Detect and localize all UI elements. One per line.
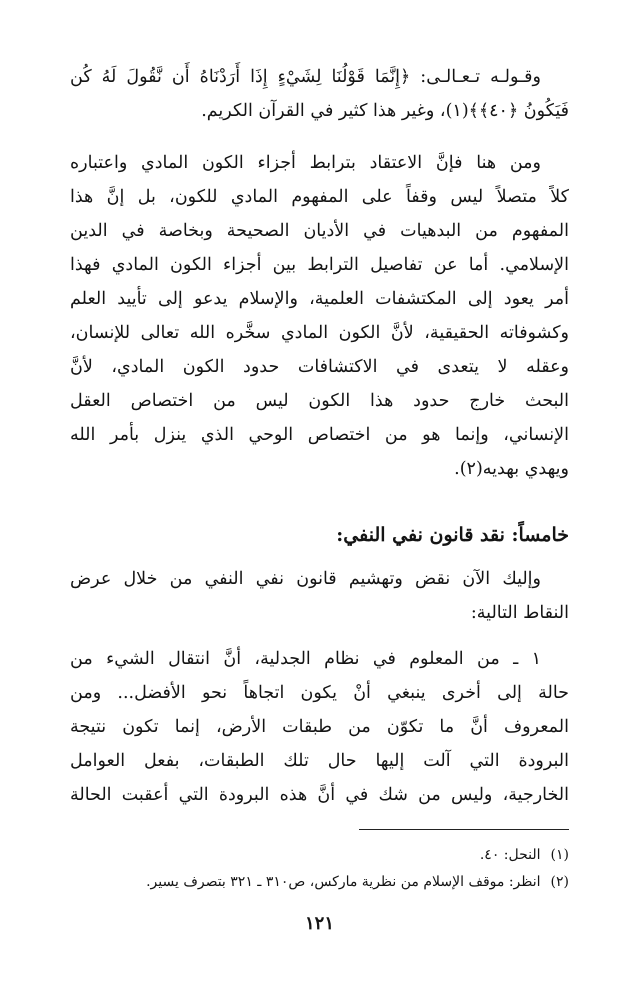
text-line: وقـولـه تـعـالـى: ﴿إِنَّمَا قَوْلُنَا لِشَيْءٍ إِذَا أَرَدْنَاهُ أَن نَّقُولَ لَهُ كُن	[70, 67, 541, 87]
text-line: الإنساني، وإنما هو من اختصاص الوحي الذي ينزل بأمر الله	[70, 425, 569, 445]
text-line: أمر يعود إلى المكتشفات العلمية، والإسلام يدعو إلى تأييد العلم	[70, 289, 569, 309]
footnote-separator	[359, 829, 569, 830]
footnote-text: النحل: ٤٠.	[479, 847, 541, 863]
quran-verse-paragraph	[70, 60, 569, 128]
text-line: ١ ـ من المعلوم في نظام الجدلية، أنَّ انتقال الشيء من	[70, 649, 541, 669]
body-paragraph	[70, 146, 569, 486]
intro-paragraph	[70, 562, 569, 630]
text-line: الخارجية، وليس من شك في أنَّ هذه البرودة التي أعقبت الحالة	[70, 785, 569, 805]
footnote-item	[70, 842, 569, 869]
text-line: النقاط التالية:	[470, 603, 569, 623]
text-line: البحث خارج حدود هذا الكون ليس من اختصاص العقل	[70, 391, 569, 411]
text-line: وكشوفاته الحقيقية، لأنَّ الكون المادي سخَّره الله تعالى للإنسان،	[70, 323, 569, 343]
page-number: ١٢١	[304, 913, 334, 934]
text-line: فَيَكُونُ ﴿٤٠﴾﴾(١)، وغير هذا كثير في القرآن الكريم.	[201, 101, 569, 121]
footnotes	[70, 842, 569, 896]
text-line: وإليك الآن نقض وتهشيم قانون نفي النفي من خلال عرض	[70, 569, 541, 589]
point-one-paragraph	[70, 642, 569, 812]
text-line: الإسلامي. أما عن تفاصيل الترابط بين أجزاء الكون المادي فهذا	[70, 255, 569, 275]
text-line: ويهدي بهديه(٢).	[454, 459, 569, 479]
footnote-text: انظر: موقف الإسلام من نظرية ماركس، ص٣١٠ ـ ٣٢١ بتصرف يسير.	[146, 874, 541, 890]
text-line: البرودة التي آلت إليها حال تلك الطبقات، بفعل العوامل	[70, 751, 569, 771]
footnote-number: (٢)	[550, 874, 569, 890]
section-heading-block	[70, 518, 569, 552]
text-line: حالة إلى أخرى ينبغي أنْ يكون اتجاهاً نحو الأفضل... ومن	[70, 683, 569, 703]
text-line: وعقله لا يتعدى في الاكتشافات حدود الكون المادي، لأنَّ	[70, 357, 569, 377]
section-heading: خامساً: نقد قانون نفي النفي:	[336, 524, 569, 546]
text-line: المعروف أنَّ ما تكوّن من طبقات الأرض، إنما تكون نتيجة	[70, 717, 569, 737]
text-line: ومن هنا فإنَّ الاعتقاد بترابط أجزاء الكون المادي واعتباره	[70, 153, 541, 173]
footnote-number: (١)	[550, 847, 569, 863]
text-line: كلاً متصلاً ليس وقفاً على المفهوم المادي للكون، بل إنَّ هذا	[70, 187, 569, 207]
footnote-item	[70, 869, 569, 896]
text-line: المفهوم من البدهيات في الأديان الصحيحة وبخاصة في الدين	[70, 221, 569, 241]
